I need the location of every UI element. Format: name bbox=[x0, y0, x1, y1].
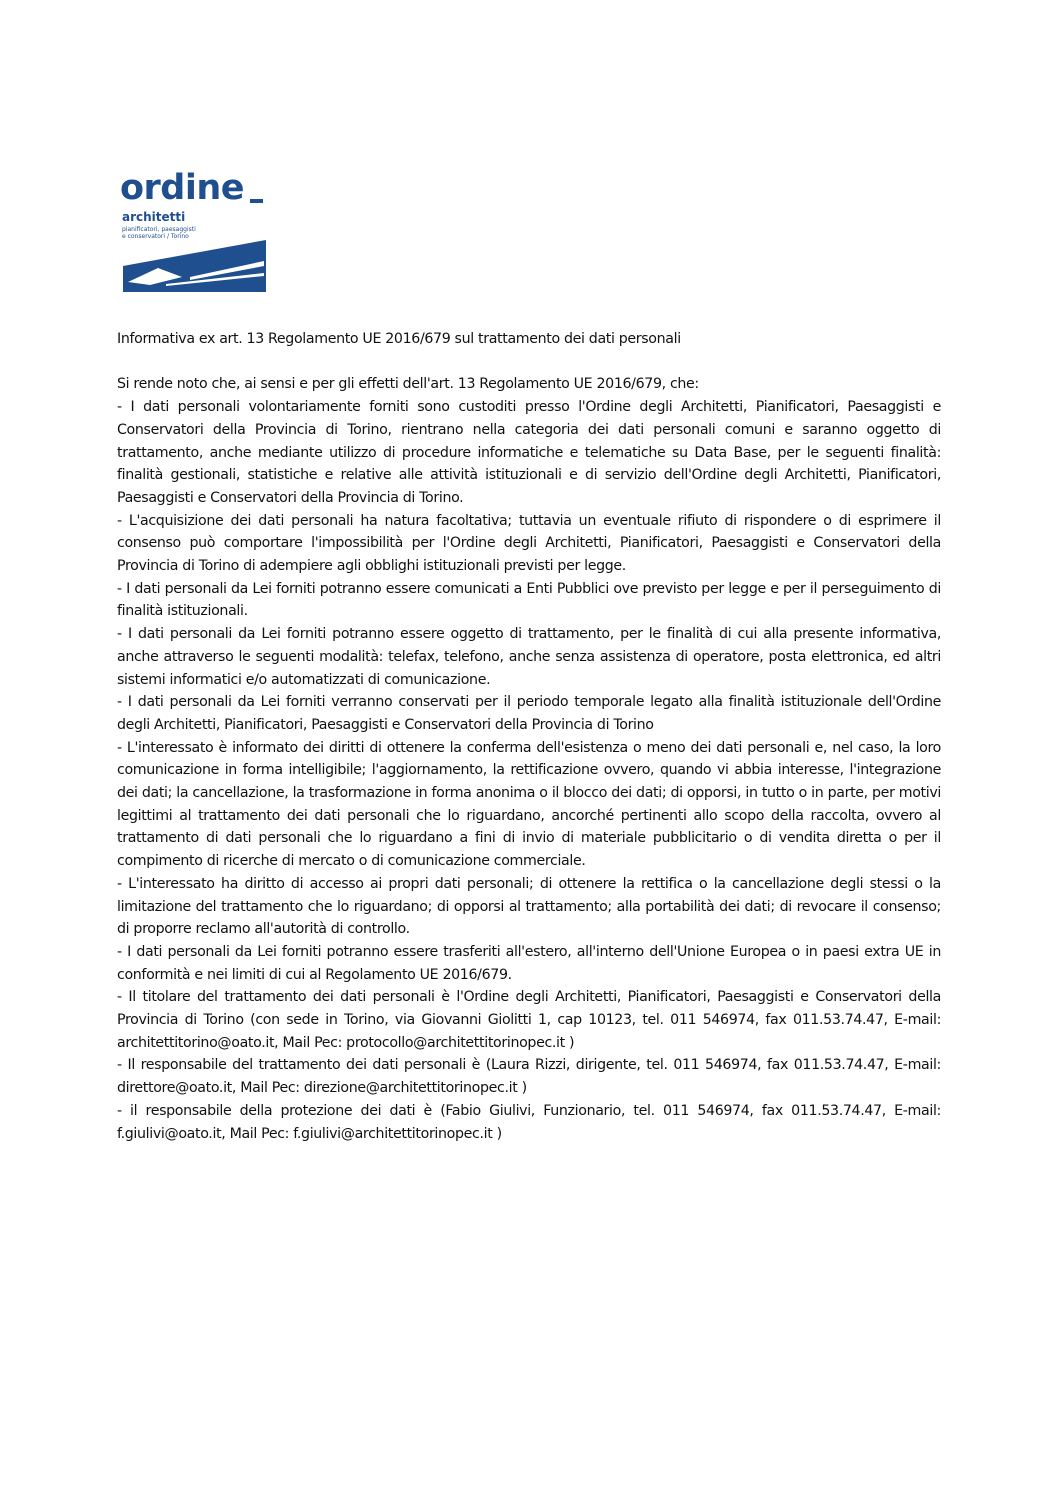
notice-item: - I dati personali da Lei forniti verranno conservati per il periodo temporale legato alla finalità istituzionale dell'Ordine degli Architetti, Pianificatori, Paesaggisti e Conservatori della Provincia di Torino bbox=[117, 694, 941, 733]
document-title: Informativa ex art. 13 Regolamento UE 2016/679 sul trattamento dei dati personali bbox=[117, 331, 681, 347]
ordine-architetti-logo bbox=[120, 170, 270, 292]
logo-subtitle-line2: pianificatori, paesaggisti bbox=[122, 226, 196, 233]
notice-item: - il responsabile della protezione dei dati è (Fabio Giulivi, Funzionario, tel. 011 546974, fax 011.53.74.47, E-mail: f.giulivi@oato.it, Mail Pec: f.giulivi@architettitorinopec.it ) bbox=[117, 1102, 941, 1142]
notice-item: - I dati personali da Lei forniti potranno essere comunicati a Enti Pubblici ove previsto per legge e per il perseguimento di finalità istituzionali. bbox=[117, 580, 941, 620]
document-intro: Si rende noto che, ai sensi e per gli effetti dell'art. 13 Regolamento UE 2016/679, che: bbox=[117, 376, 699, 393]
notice-item: - L'interessato è informato dei diritti di ottenere la conferma dell'esistenza o meno dei dati personali e, nel caso, la loro comunicazione in forma intelligibile; l'aggiornamento, la rettificazione ovvero, quando vi abbia interesse, l'integrazione dei dati; la cancellazione, la trasformazione in forma anonima o il blocco dei dati; di opporsi, in tutto o in parte, per motivi legittimi al trattamento dei dati personali che lo riguardano, ancorché pertinenti allo scopo della raccolta, ovvero al trattamento di dati personali che lo riguardano a fini di invio di materiale pubblicitario o di vendita diretta o per il compimento di ricerche di mercato o di comunicazione commerciale. bbox=[117, 739, 941, 870]
notice-item: - Il titolare del trattamento dei dati personali è l'Ordine degli Architetti, Pianificatori, Paesaggisti e Conservatori della Provincia di Torino (con sede in Torino, via Giovanni Giolitti 1, cap 10123, tel. 011 546974, fax 011.53.74.47, E-mail: architettitorino@oato.it, Mail Pec: protocollo@architettitorinopec.it ) bbox=[117, 989, 941, 1051]
logo-wordmark: ordine bbox=[120, 168, 245, 208]
logo-subtitle: architetti bbox=[122, 210, 186, 224]
logo-dash bbox=[250, 199, 263, 203]
notice-item: - I dati personali da Lei forniti potranno essere trasferiti all'estero, all'interno dell'Unione Europea o in paesi extra UE in conformità e nei limiti di cui al Regolamento UE 2016/679. bbox=[117, 943, 941, 983]
logo-landscape-icon bbox=[120, 236, 266, 292]
notice-item: - L'acquisizione dei dati personali ha natura facoltativa; tuttavia un eventuale rifiuto di rispondere o di esprimere il consenso può comportare l'impossibilità per l'Ordine degli Architetti, Pianificatori, Paesaggisti e Conservatori della Provincia di Torino di adempiere agli obblighi istituzionali previsti per legge. bbox=[117, 512, 941, 575]
logo-subtitle-line3: e conservatori / Torino bbox=[122, 233, 189, 240]
notice-item: - I dati personali da Lei forniti potranno essere oggetto di trattamento, per le finalità di cui alla presente informativa, anche attraverso le seguenti modalità: telefax, telefono, anche senza assistenza di operatore, posta elettronica, ed altri sistemi informatici e/o automatizzati di comunicazione. bbox=[117, 626, 941, 688]
notice-item: - Il responsabile del trattamento dei dati personali è (Laura Rizzi, dirigente, tel. 011 546974, fax 011.53.74.47, E-mail: direttore@oato.it, Mail Pec: direzione@architettitorinopec.it ) bbox=[117, 1057, 941, 1097]
notice-item: - L'interessato ha diritto di accesso ai propri dati personali; di ottenere la rettifica o la cancellazione degli stessi o la limitazione del trattamento che lo riguardano; di opporsi al trattamento; alla portabilità dei dati; di revocare il consenso; di proporre reclamo all'autorità di controllo. bbox=[117, 875, 941, 938]
notice-item: - I dati personali volontariamente forniti sono custoditi presso l'Ordine degli Architetti, Pianificatori, Paesaggisti e Conservatori della Provincia di Torino, rientrano nella categoria dei dati personali comuni e saranno oggetto di trattamento, anche mediante utilizzo di procedure informatiche e telematiche su Data Base, per le seguenti finalità: finalità gestionali, statistiche e relative alle attività istituzionali e di servizio dell'Ordine degli Architetti, Pianificatori, Paesaggisti e Conservatori della Provincia di Torino. bbox=[117, 399, 941, 506]
privacy-notice bbox=[117, 328, 941, 1145]
